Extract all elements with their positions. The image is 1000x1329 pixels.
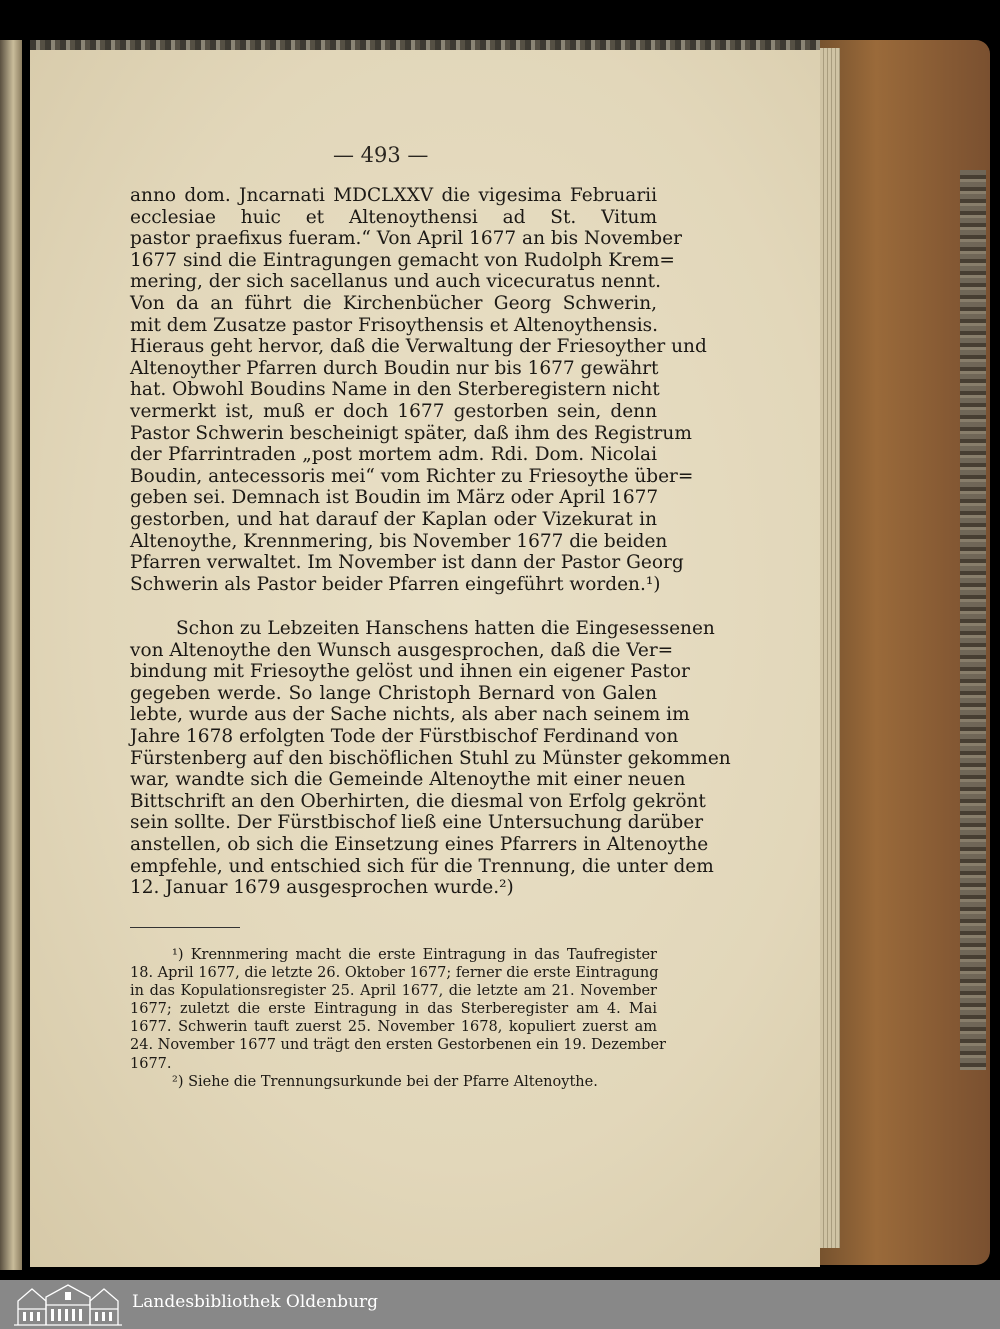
footnote-2-line: ²) Siehe die Trennungsurkunde bei der Pfarre Altenoythe. (172, 1074, 598, 1090)
paragraph-2 (130, 618, 731, 899)
text-line: gegeben werde. So lange Christoph Bernard von Galen (130, 682, 657, 704)
text-line: Pastor Schwerin bescheinigt später, daß ihm des Registrum (130, 422, 692, 444)
text-line: geben sei. Demnach ist Boudin im März oder April 1677 (130, 487, 659, 509)
text-line: Von da an führt die Kirchenbücher Georg Schwerin, (130, 292, 657, 314)
text-line: 12. Januar 1679 ausgesprochen wurde.²) (130, 877, 514, 899)
footnote-separator (130, 927, 240, 928)
footer-bar (0, 1280, 1000, 1329)
footnote-line: 1677. Schwerin tauft zuerst 25. November 1678, kopuliert zuerst am (130, 1019, 657, 1036)
text-line: sein sollte. Der Fürstbischof ließ eine Untersuchung darüber (130, 812, 704, 834)
footnote-line: 1677. (130, 1055, 172, 1072)
text-line: Jahre 1678 erfolgten Tode der Fürstbischof Ferdinand von (130, 725, 679, 747)
text-line: vermerkt ist, muß er doch 1677 gestorben sein, denn (130, 400, 657, 422)
text-line: ecclesiae huic et Altenoythensi ad St. Vitum (130, 206, 657, 228)
text-line: Schon zu Lebzeiten Hanschens hatten die Eingesessenen (176, 618, 715, 639)
footnote-line: 24. November 1677 und trägt den ersten Gestorbenen ein 19. Dezember (130, 1037, 666, 1054)
footnote-2 (130, 1073, 657, 1091)
text-line: Bittschrift an den Oberhirten, die diesmal von Erfolg gekrönt (130, 790, 706, 812)
text-line: Hieraus geht hervor, daß die Verwaltung der Friesoyther und (130, 336, 707, 358)
text-line: mering, der sich sacellanus und auch vicecuratus nennt. (130, 271, 661, 293)
cover-marbling (960, 170, 986, 1070)
paragraph-1 (130, 185, 707, 595)
text-line: gestorben, und hat darauf der Kaplan oder Vizekurat in (130, 508, 657, 530)
text-line: war, wandte sich die Gemeinde Altenoythe mit einer neuen (130, 769, 686, 791)
text-line: 1677 sind die Eintragungen gemacht von Rudolph Krem= (130, 249, 675, 271)
library-name: Landesbibliothek Oldenburg (132, 1292, 379, 1312)
facing-page-edge (0, 40, 22, 1270)
library-building-logo (14, 1283, 122, 1326)
text-line: hat. Obwohl Boudins Name in den Sterberegistern nicht (130, 379, 660, 401)
footnote-line: 18. April 1677, die letzte 26. Oktober 1677; ferner die erste Eintragung (130, 965, 659, 982)
footnote-line: 1677; zuletzt die erste Eintragung in das Sterberegister am 4. Mai (130, 1001, 657, 1018)
text-line: der Pfarrintraden „post mortem adm. Rdi. Dom. Nicolai (130, 444, 657, 466)
text-line: Altenoythe, Krennmering, bis November 1677 die beiden (130, 530, 668, 552)
text-line: von Altenoythe den Wunsch ausgesprochen, daß die Ver= (130, 639, 674, 661)
text-line: Boudin, antecessoris mei“ vom Richter zu Friesoythe über= (130, 465, 694, 487)
page-top-edge (30, 40, 820, 50)
text-line: Pfarren verwaltet. Im November ist dann der Pastor Georg (130, 552, 684, 574)
text-line: lebte, wurde aus der Sache nichts, als aber nach seinem im (130, 704, 690, 726)
text-line: anno dom. Jncarnati MDCLXXV die vigesima Februarii (130, 185, 657, 206)
text-line: pastor praefixus fueram.“ Von April 1677 an bis November (130, 228, 682, 250)
text-line: anstellen, ob sich die Einsetzung eines Pfarrers in Altenoythe (130, 833, 709, 855)
text-line: Altenoyther Pfarren durch Boudin nur bis 1677 gewährt (130, 357, 659, 379)
text-line: Schwerin als Pastor beider Pfarren eingeführt worden.¹) (130, 573, 661, 595)
text-line: empfehle, und entschied sich für die Trennung, die unter dem (130, 855, 714, 877)
footnote-line: ¹) Krennmering macht die erste Eintragung in das Taufregister (172, 947, 657, 963)
page-number-header: — 493 — (333, 143, 429, 167)
text-line: bindung mit Friesoythe gelöst und ihnen ein eigener Pastor (130, 661, 690, 683)
text-line: Fürstenberg auf den bischöflichen Stuhl zu Münster gekommen (130, 747, 731, 769)
footnote-1 (130, 946, 666, 1073)
footnote-line: in das Kopulationsregister 25. April 1677, die letzte am 21. November (130, 983, 657, 1000)
text-line: mit dem Zusatze pastor Frisoythensis et Altenoythensis. (130, 314, 659, 336)
